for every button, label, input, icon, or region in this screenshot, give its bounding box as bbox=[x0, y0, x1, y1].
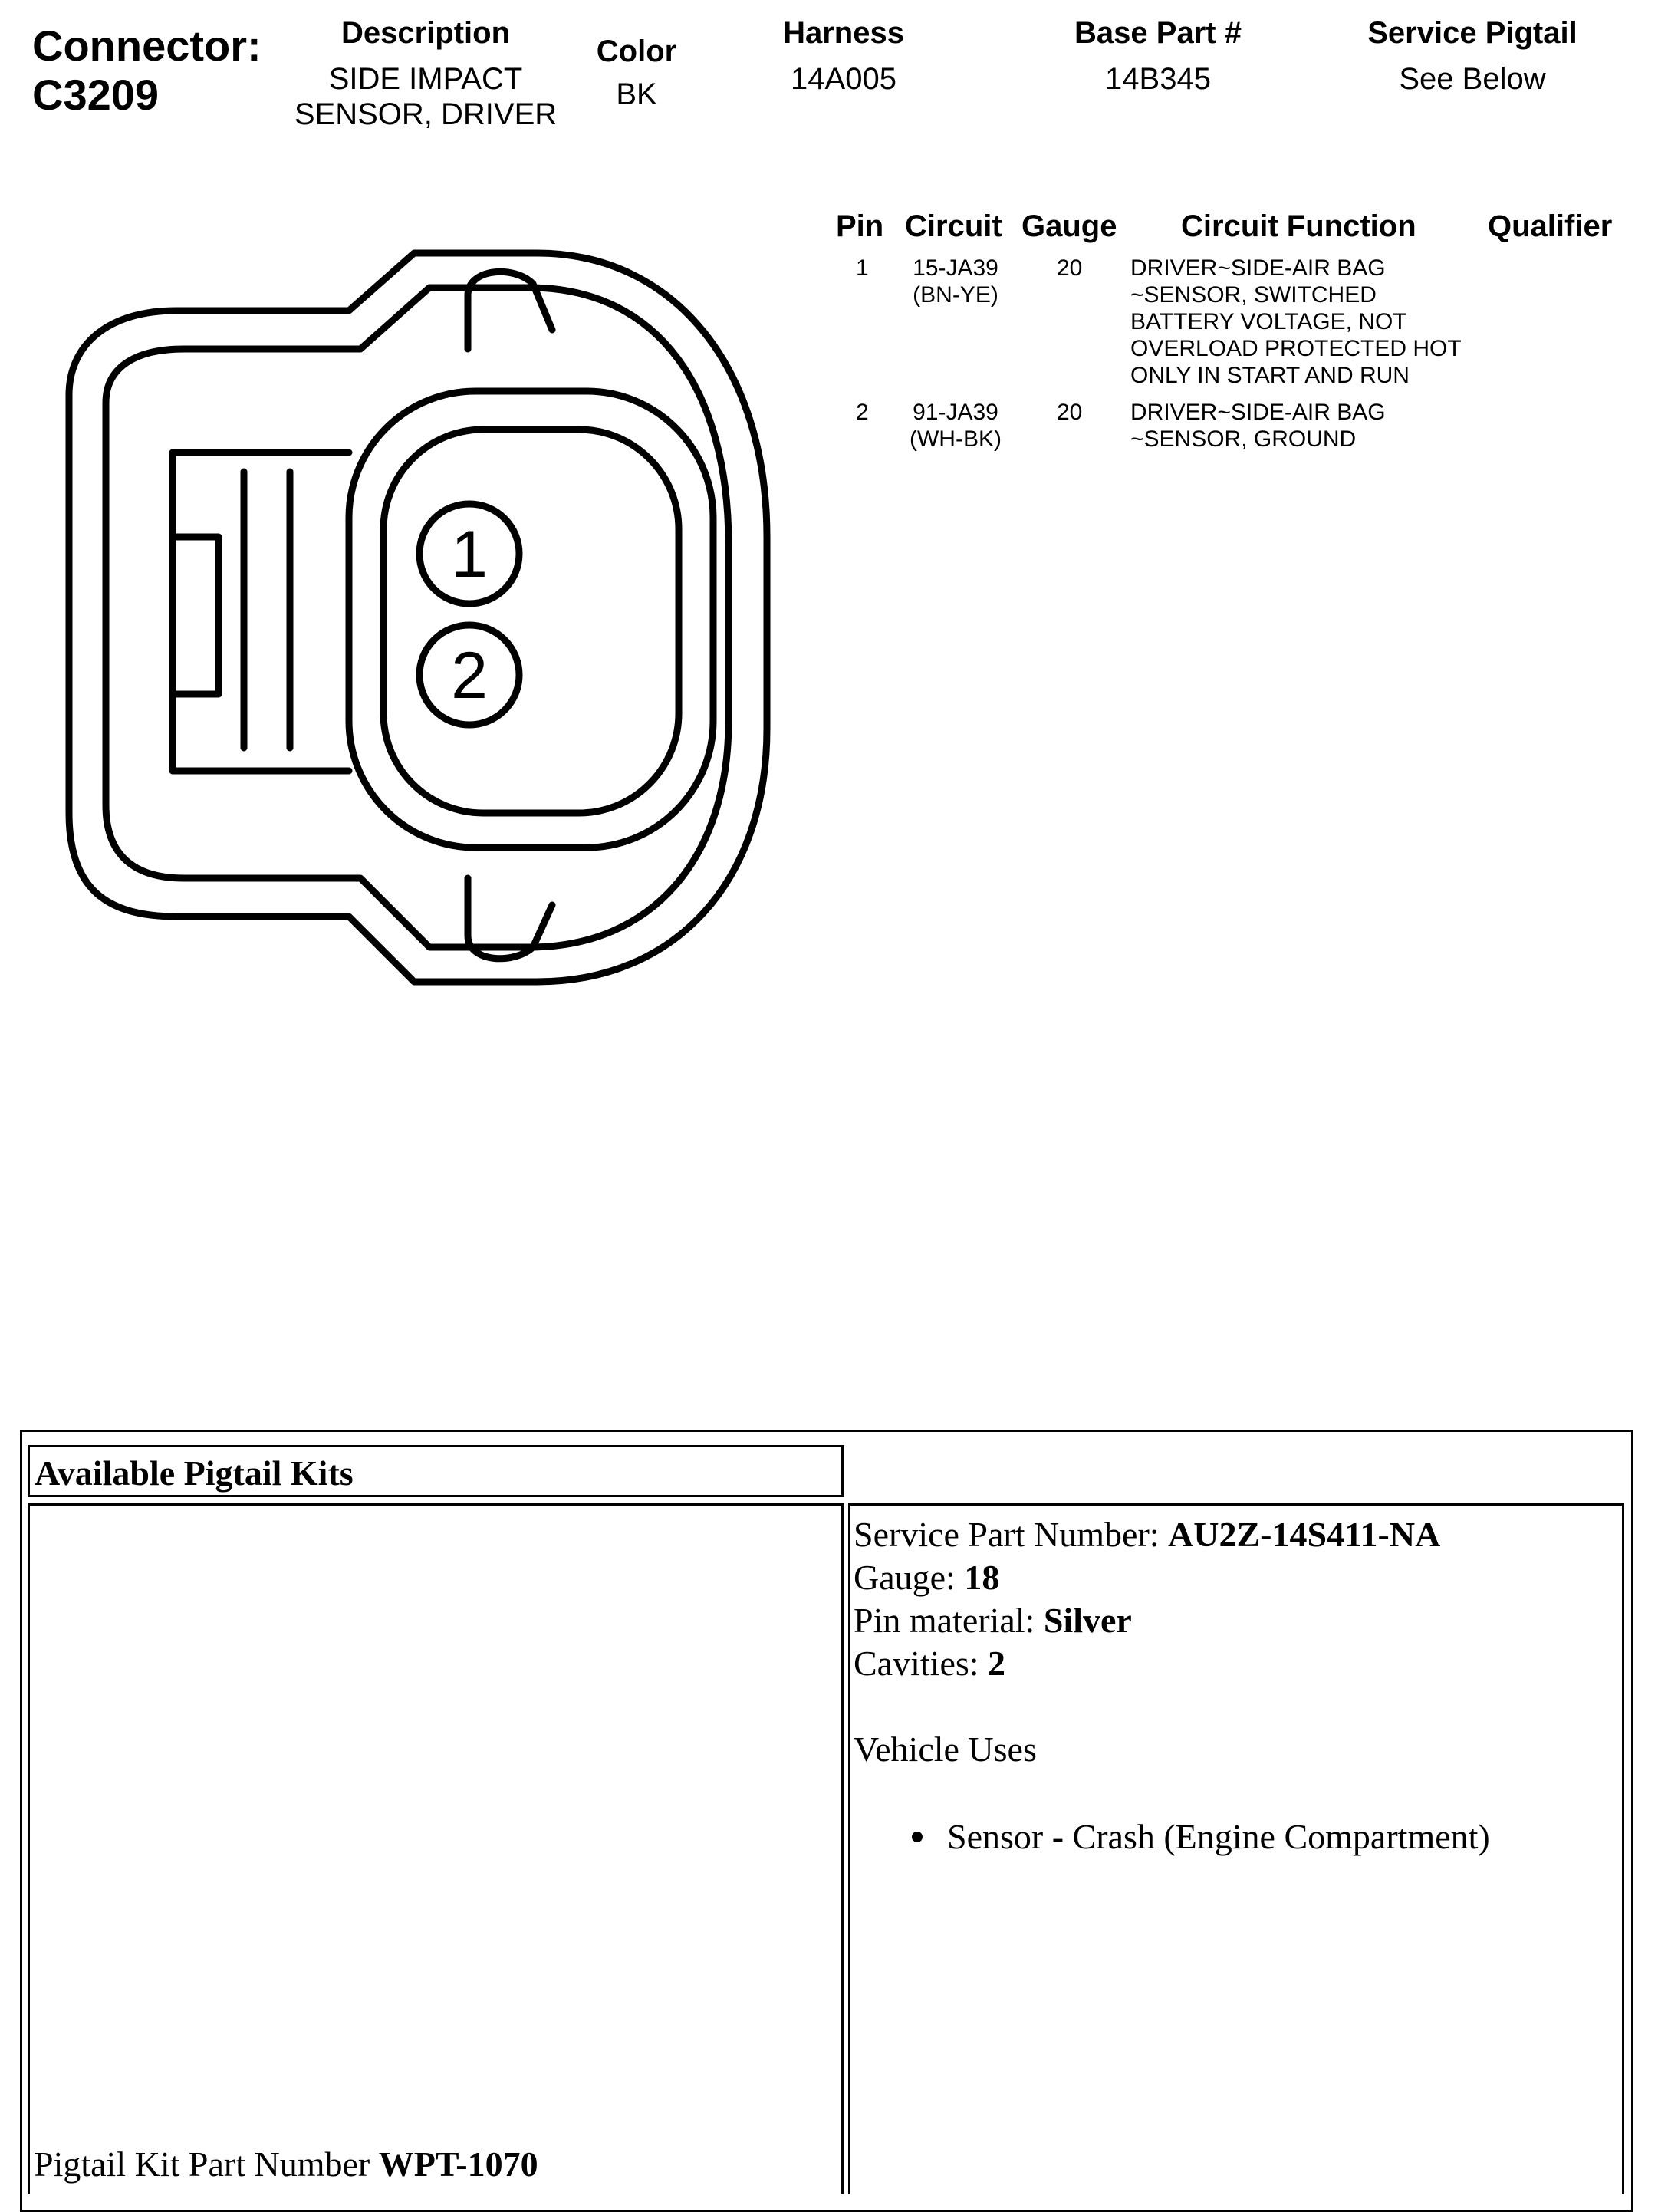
connector-id: C3209 bbox=[32, 71, 160, 119]
gauge-value: 20 bbox=[1057, 400, 1083, 425]
pigtail-kit-part-number bbox=[34, 2143, 538, 2186]
pigtail-image-cell bbox=[28, 1503, 844, 2194]
service-part-label: Service Part Number: bbox=[854, 1515, 1169, 1554]
circuit-column-header: Circuit bbox=[905, 209, 1002, 243]
pigtail-kits-title-cell bbox=[28, 1445, 844, 1497]
vehicle-uses-list-item bbox=[854, 1815, 1619, 1858]
pin-1-label: 1 bbox=[451, 518, 488, 591]
kit-part-value: WPT-1070 bbox=[378, 2145, 538, 2184]
qualifier-column-header: Qualifier bbox=[1488, 209, 1613, 243]
cavities-info bbox=[854, 1642, 1619, 1685]
cavities-value: 2 bbox=[988, 1644, 1006, 1683]
pin-column-header: Pin bbox=[836, 209, 884, 243]
gauge-label: Gauge: bbox=[854, 1558, 965, 1597]
circuit-function-line: ~SENSOR, SWITCHED bbox=[1130, 282, 1377, 308]
pin-number: 2 bbox=[856, 400, 869, 425]
inner-housing-outline bbox=[106, 288, 729, 947]
pin-number: 1 bbox=[856, 255, 869, 281]
cavity-outer-outline bbox=[349, 391, 713, 848]
latch-outline bbox=[173, 453, 349, 771]
circuit-wire-color: (BN-YE) bbox=[913, 282, 998, 308]
connector-label: Connector: bbox=[32, 21, 262, 70]
circuit-function-column-header: Circuit Function bbox=[1181, 209, 1416, 243]
circuit-cell bbox=[902, 399, 1009, 453]
locking-tab-outline bbox=[468, 272, 552, 349]
circuit-function bbox=[1130, 399, 1386, 453]
gauge-column-header: Gauge bbox=[1021, 209, 1117, 243]
circuit-function-line: BATTERY VOLTAGE, NOT bbox=[1130, 309, 1407, 334]
kit-part-label: Pigtail Kit Part Number bbox=[34, 2145, 379, 2184]
harness-label: Harness bbox=[783, 16, 904, 50]
service-pigtail-value: See Below bbox=[1399, 62, 1546, 96]
service-part-number bbox=[854, 1513, 1619, 1556]
cavities-label: Cavities: bbox=[854, 1644, 989, 1683]
base-part-label: Base Part # bbox=[1074, 16, 1242, 50]
color-value: BK bbox=[616, 77, 657, 111]
description-value-line2: SENSOR, DRIVER bbox=[294, 97, 558, 131]
connector-face-diagram bbox=[0, 0, 813, 1012]
harness-value: 14A005 bbox=[791, 62, 896, 96]
circuit-function-line: ONLY IN START AND RUN bbox=[1130, 363, 1410, 388]
cavity-inner-outline bbox=[383, 430, 679, 813]
latch-inner-outline bbox=[173, 537, 219, 694]
gauge-value: 18 bbox=[964, 1558, 1000, 1597]
pin-material-label: Pin material: bbox=[854, 1601, 1044, 1640]
pin-2-label: 2 bbox=[451, 639, 488, 713]
pin-material-info bbox=[854, 1599, 1619, 1642]
circuit-code: 91-JA39 bbox=[913, 400, 998, 425]
circuit-wire-color: (WH-BK) bbox=[910, 426, 1002, 452]
circuit-function-line: DRIVER~SIDE-AIR BAG bbox=[1130, 255, 1386, 281]
pigtail-details bbox=[850, 1506, 1622, 1858]
bullet-icon bbox=[912, 1832, 923, 1842]
pigtail-details-cell bbox=[848, 1503, 1624, 2194]
description-label: Description bbox=[340, 16, 511, 50]
vehicle-use-text: Sensor - Crash (Engine Compartment) bbox=[947, 1817, 1490, 1856]
gauge-info bbox=[854, 1556, 1619, 1599]
gauge-value: 20 bbox=[1057, 255, 1083, 281]
pigtail-kits-title: Available Pigtail Kits bbox=[35, 1453, 354, 1493]
circuit-function-line: DRIVER~SIDE-AIR BAG bbox=[1130, 400, 1386, 425]
circuit-code: 15-JA39 bbox=[913, 255, 998, 281]
vehicle-uses-heading: Vehicle Uses bbox=[854, 1730, 1037, 1769]
base-part-column bbox=[1043, 15, 1273, 97]
service-part-value: AU2Z-14S411-NA bbox=[1168, 1515, 1441, 1554]
circuit-function-line: ~SENSOR, GROUND bbox=[1130, 426, 1357, 452]
service-pigtail-column bbox=[1334, 15, 1610, 97]
circuit-function bbox=[1130, 255, 1462, 389]
description-value-line1: SIDE IMPACT bbox=[328, 62, 523, 96]
color-label: Color bbox=[596, 35, 677, 68]
circuit-cell bbox=[902, 255, 1009, 308]
circuit-function-line: OVERLOAD PROTECTED HOT bbox=[1130, 336, 1462, 361]
pin-material-value: Silver bbox=[1043, 1601, 1132, 1640]
service-pigtail-label: Service Pigtail bbox=[1367, 16, 1577, 50]
base-part-value: 14B345 bbox=[1105, 62, 1211, 96]
